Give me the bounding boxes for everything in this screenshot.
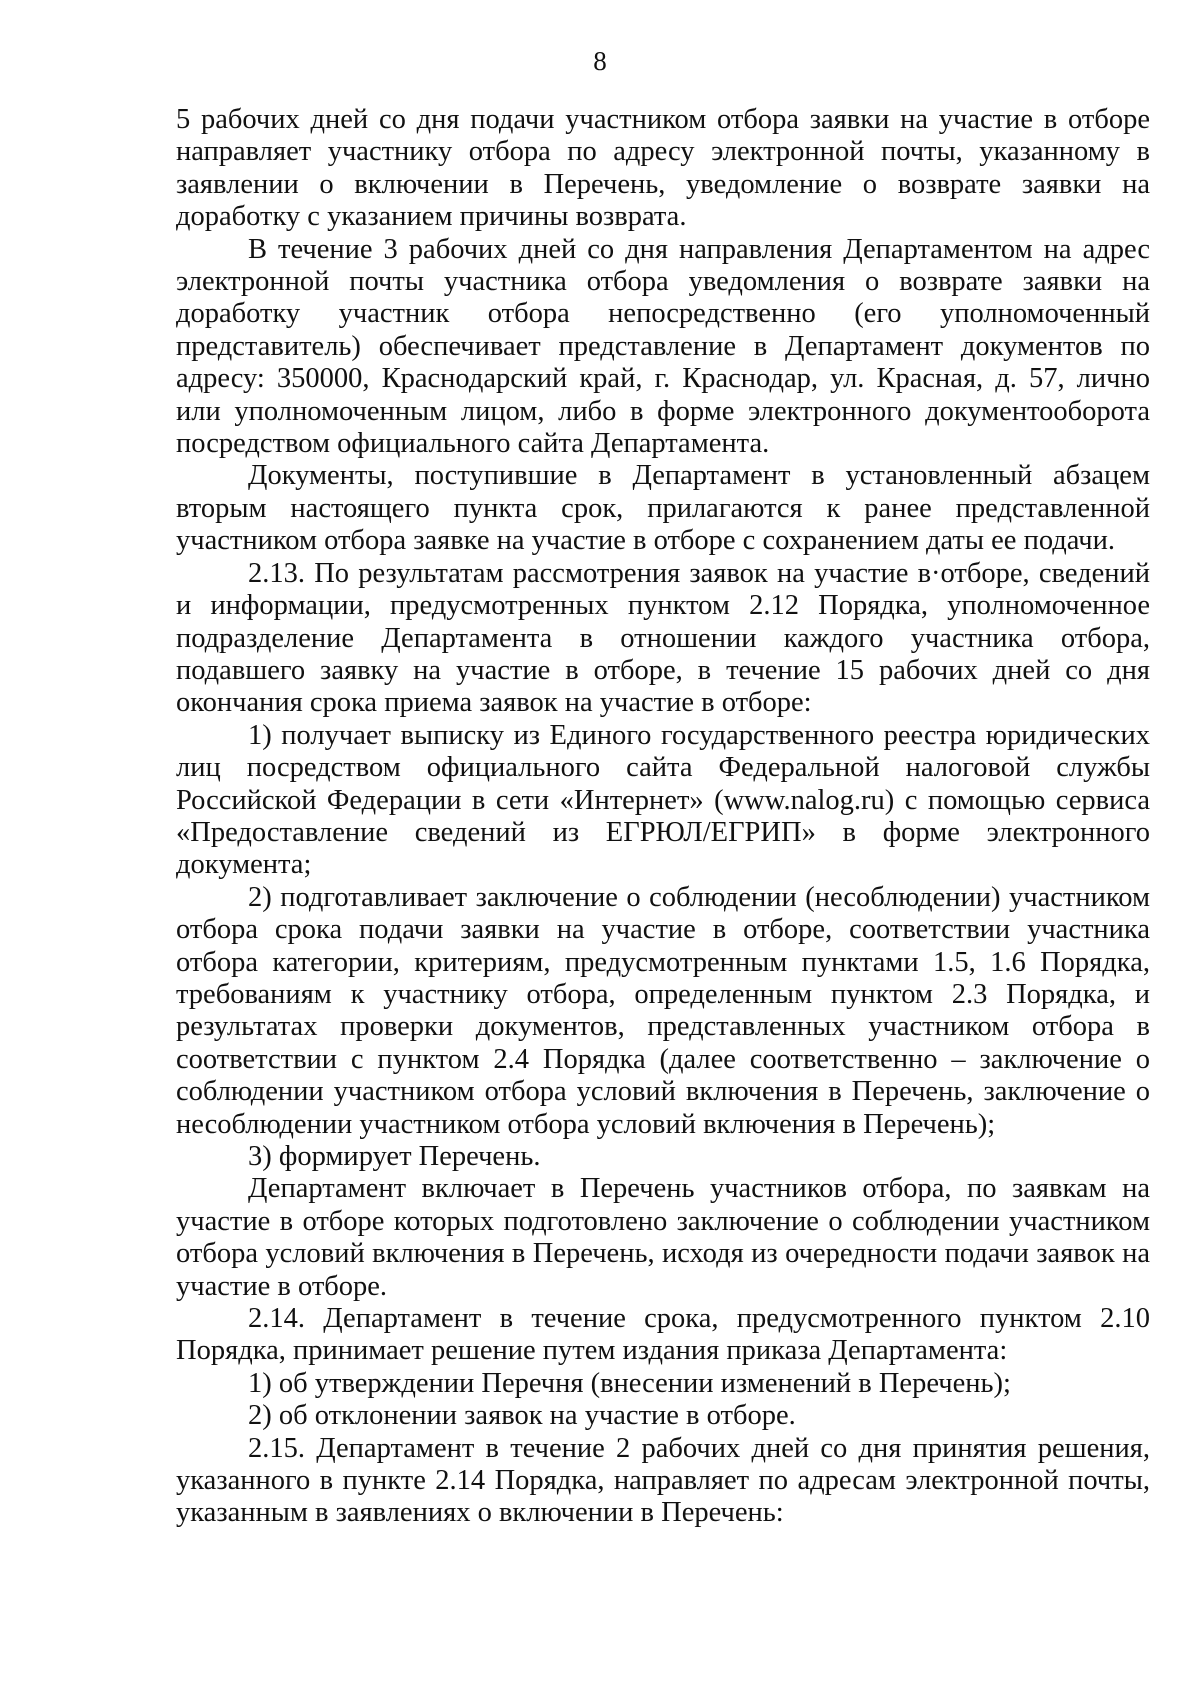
paragraph: 5 рабочих дней со дня подачи участником отбора заявки на участие в отборе направляет участнику отбора по адресу электронной почты, указанному в заявлении о включении в Перечень, уведомление о возврате заявки на доработку с указанием причины возврата. [176, 104, 1150, 233]
document-body [176, 104, 1150, 1530]
paragraph: Департамент включает в Перечень участников отбора, по заявкам на участие в отборе которых подготовлено заключение о соблюдении участником отбора условий включения в Перечень, исходя из очередности подачи заявок на участие в отборе. [176, 1173, 1150, 1302]
list-item: 1) получает выписку из Единого государственного реестра юридических лиц посредством официального сайта Федеральной налоговой службы Российской Федерации в сети «Интернет» (www.nalog.ru) с помощью сервиса «Предоставление сведений из ЕГРЮЛ/ЕГРИП» в форме электронного документа; [176, 719, 1150, 881]
list-item: 2) об отклонении заявок на участие в отборе. [248, 1400, 796, 1432]
list-item: 2) подготавливает заключение о соблюдении (несоблюдении) участником отбора срока подачи заявки на участие в отборе, соответствии участника отбора категории, критериям, предусмотренным пунктами 1.5, 1.6 Порядка, требованиям к участнику отбора, определенным пунктом 2.3 Порядка, и результатах проверки документов, представленных участником отбора в соответствии с пунктом 2.4 Порядка (далее соответственно – заключение о соблюдении участником отбора условий включения в Перечень, заключение о несоблюдении участником отбора условий включения в Перечень); [176, 881, 1150, 1140]
paragraph-clause-2-13: 2.13. По результатам рассмотрения заявок на участие в·отборе, сведений и информации, предусмотренных пунктом 2.12 Порядка, уполномоченное подразделение Департамента в отношении каждого участника отбора, подавшего заявку на участие в отборе, в течение 15 рабочих дней со дня окончания срока приема заявок на участие в отборе: [176, 557, 1150, 719]
paragraph: В течение 3 рабочих дней со дня направления Департаментом на адрес электронной почты участника отбора уведомления о возврате заявки на доработку участник отбора непосредственно (его уполномоченный представитель) обеспечивает представление в Департамент документов по адресу: 350000, Краснодарский край, г. Краснодар, ул. Красная, д. 57, лично или уполномоченным лицом, либо в форме электронного документооборота посредством официального сайта Департамента. [176, 233, 1150, 460]
list-item: 3) формирует Перечень. [248, 1141, 541, 1172]
page-number: 8 [593, 46, 607, 76]
paragraph-clause-2-15: 2.15. Департамент в течение 2 рабочих дней со дня принятия решения, указанного в пункте 2.14 Порядка, направляет по адресам электронной почты, указанным в заявлениях о включении в Перечень: [176, 1432, 1150, 1529]
list-item: 1) об утверждении Перечня (внесении изменений в Перечень); [248, 1367, 1011, 1399]
paragraph-clause-2-14: 2.14. Департамент в течение срока, предусмотренного пунктом 2.10 Порядка, принимает решение путем издания приказа Департамента: [176, 1303, 1150, 1367]
paragraph: Документы, поступившие в Департамент в установленный абзацем вторым настоящего пункта срок, прилагаются к ранее представленной участником отбора заявке на участие в отборе с сохранением даты ее подачи. [176, 460, 1150, 557]
